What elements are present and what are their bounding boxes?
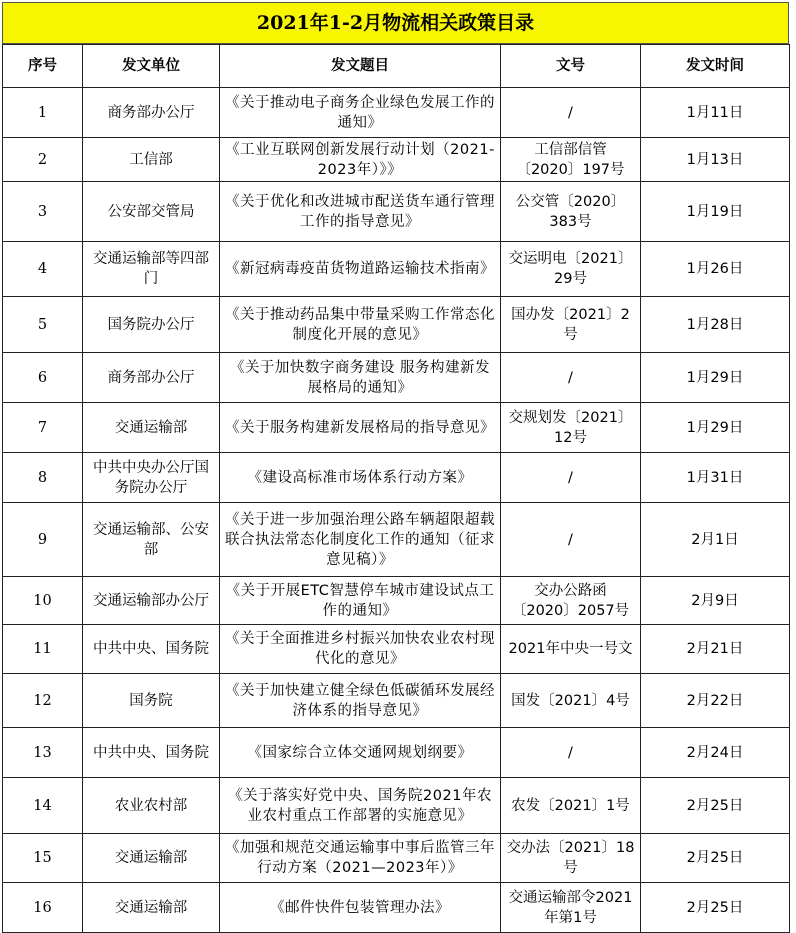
cell-doc-title: 《邮件快件包装管理办法》 — [220, 883, 501, 933]
cell-doc-title: 《关于推动电子商务企业绿色发展工作的通知》 — [220, 88, 501, 138]
cell-no: 4 — [3, 242, 83, 297]
cell-doc-title: 《关于加快数字商务建设 服务构建新发展格局的通知》 — [220, 353, 501, 403]
cell-no: 10 — [3, 577, 83, 625]
cell-date: 1月29日 — [641, 403, 790, 453]
table-row — [3, 503, 790, 577]
table-row — [3, 674, 790, 728]
cell-unit: 商务部办公厅 — [83, 88, 220, 138]
cell-doc-title: 《建设高标准市场体系行动方案》 — [220, 453, 501, 503]
cell-no: 16 — [3, 883, 83, 933]
cell-doc-no: / — [501, 353, 641, 403]
header-row — [3, 45, 790, 88]
cell-doc-no: 交办公路函〔2020〕2057号 — [501, 577, 641, 625]
cell-date: 2月21日 — [641, 625, 790, 674]
cell-date: 2月9日 — [641, 577, 790, 625]
cell-unit: 工信部 — [83, 138, 220, 182]
header-unit: 发文单位 — [83, 45, 220, 88]
cell-doc-no: / — [501, 88, 641, 138]
cell-doc-no: / — [501, 453, 641, 503]
cell-unit: 国务院 — [83, 674, 220, 728]
cell-doc-title: 《加强和规范交通运输事中事后监管三年行动方案（2021—2023年）》 — [220, 834, 501, 883]
cell-date: 1月31日 — [641, 453, 790, 503]
cell-unit: 商务部办公厅 — [83, 353, 220, 403]
cell-doc-title: 《关于优化和改进城市配送货车通行管理工作的指导意见》 — [220, 182, 501, 242]
cell-unit: 交通运输部等四部门 — [83, 242, 220, 297]
table-row — [3, 728, 790, 778]
table-row — [3, 88, 790, 138]
cell-doc-title: 《工业互联网创新发展行动计划（2021-2023年）》》 — [220, 138, 501, 182]
cell-doc-no: 交运明电〔2021〕29号 — [501, 242, 641, 297]
cell-doc-title: 《关于推动药品集中带量采购工作常态化制度化开展的意见》 — [220, 297, 501, 353]
cell-unit: 农业农村部 — [83, 778, 220, 834]
policy-table — [2, 44, 790, 933]
cell-date: 1月13日 — [641, 138, 790, 182]
sheet-title: 2021年1-2月物流相关政策目录 — [2, 2, 789, 44]
table-row — [3, 138, 790, 182]
cell-doc-title: 《关于加快建立健全绿色低碳循环发展经济体系的指导意见》 — [220, 674, 501, 728]
cell-no: 3 — [3, 182, 83, 242]
cell-doc-title: 《关于开展ETC智慧停车城市建设试点工作的通知》 — [220, 577, 501, 625]
table-row — [3, 453, 790, 503]
header-doc-title: 发文题目 — [220, 45, 501, 88]
table-row — [3, 182, 790, 242]
cell-unit: 中共中央办公厅国务院办公厅 — [83, 453, 220, 503]
cell-unit: 公安部交管局 — [83, 182, 220, 242]
cell-no: 12 — [3, 674, 83, 728]
cell-no: 6 — [3, 353, 83, 403]
cell-date: 2月25日 — [641, 834, 790, 883]
cell-date: 2月25日 — [641, 778, 790, 834]
cell-no: 8 — [3, 453, 83, 503]
table-row — [3, 297, 790, 353]
cell-no: 11 — [3, 625, 83, 674]
cell-no: 13 — [3, 728, 83, 778]
table-row — [3, 403, 790, 453]
table-row — [3, 883, 790, 933]
cell-doc-title: 《国家综合立体交通网规划纲要》 — [220, 728, 501, 778]
cell-date: 2月24日 — [641, 728, 790, 778]
cell-unit: 交通运输部办公厅 — [83, 577, 220, 625]
cell-unit: 中共中央、国务院 — [83, 625, 220, 674]
cell-date: 2月1日 — [641, 503, 790, 577]
cell-date: 1月26日 — [641, 242, 790, 297]
cell-doc-title: 《关于落实好党中央、国务院2021年农业农村重点工作部署的实施意见》 — [220, 778, 501, 834]
cell-unit: 交通运输部、公安部 — [83, 503, 220, 577]
cell-doc-no: 国发〔2021〕4号 — [501, 674, 641, 728]
cell-date: 1月28日 — [641, 297, 790, 353]
cell-unit: 交通运输部 — [83, 883, 220, 933]
cell-no: 1 — [3, 88, 83, 138]
cell-doc-title: 《关于进一步加强治理公路车辆超限超载联合执法常态化制度化工作的通知（征求意见稿）》 — [220, 503, 501, 577]
cell-date: 2月25日 — [641, 883, 790, 933]
header-doc-no: 文号 — [501, 45, 641, 88]
header-date: 发文时间 — [641, 45, 790, 88]
cell-doc-no: 交通运输部令2021年第1号 — [501, 883, 641, 933]
cell-no: 9 — [3, 503, 83, 577]
cell-doc-no: 工信部信管〔2020〕197号 — [501, 138, 641, 182]
table-row — [3, 834, 790, 883]
cell-doc-no: 交规划发〔2021〕12号 — [501, 403, 641, 453]
cell-unit: 国务院办公厅 — [83, 297, 220, 353]
cell-unit: 中共中央、国务院 — [83, 728, 220, 778]
table-row — [3, 625, 790, 674]
cell-unit: 交通运输部 — [83, 403, 220, 453]
cell-doc-no: 公交管〔2020〕383号 — [501, 182, 641, 242]
table-row — [3, 778, 790, 834]
cell-doc-no: / — [501, 728, 641, 778]
table-row — [3, 242, 790, 297]
cell-no: 2 — [3, 138, 83, 182]
cell-no: 14 — [3, 778, 83, 834]
cell-date: 1月11日 — [641, 88, 790, 138]
cell-no: 15 — [3, 834, 83, 883]
cell-doc-no: 交办法〔2021〕18号 — [501, 834, 641, 883]
cell-doc-no: / — [501, 503, 641, 577]
cell-no: 5 — [3, 297, 83, 353]
cell-doc-no: 2021年中央一号文 — [501, 625, 641, 674]
cell-doc-no: 国办发〔2021〕2号 — [501, 297, 641, 353]
cell-date: 1月29日 — [641, 353, 790, 403]
header-no: 序号 — [3, 45, 83, 88]
cell-doc-title: 《关于服务构建新发展格局的指导意见》 — [220, 403, 501, 453]
cell-unit: 交通运输部 — [83, 834, 220, 883]
cell-doc-title: 《关于全面推进乡村振兴加快农业农村现代化的意见》 — [220, 625, 501, 674]
cell-doc-title: 《新冠病毒疫苗货物道路运输技术指南》 — [220, 242, 501, 297]
cell-date: 2月22日 — [641, 674, 790, 728]
cell-doc-no: 农发〔2021〕1号 — [501, 778, 641, 834]
table-row — [3, 353, 790, 403]
table-row — [3, 577, 790, 625]
cell-no: 7 — [3, 403, 83, 453]
cell-date: 1月19日 — [641, 182, 790, 242]
